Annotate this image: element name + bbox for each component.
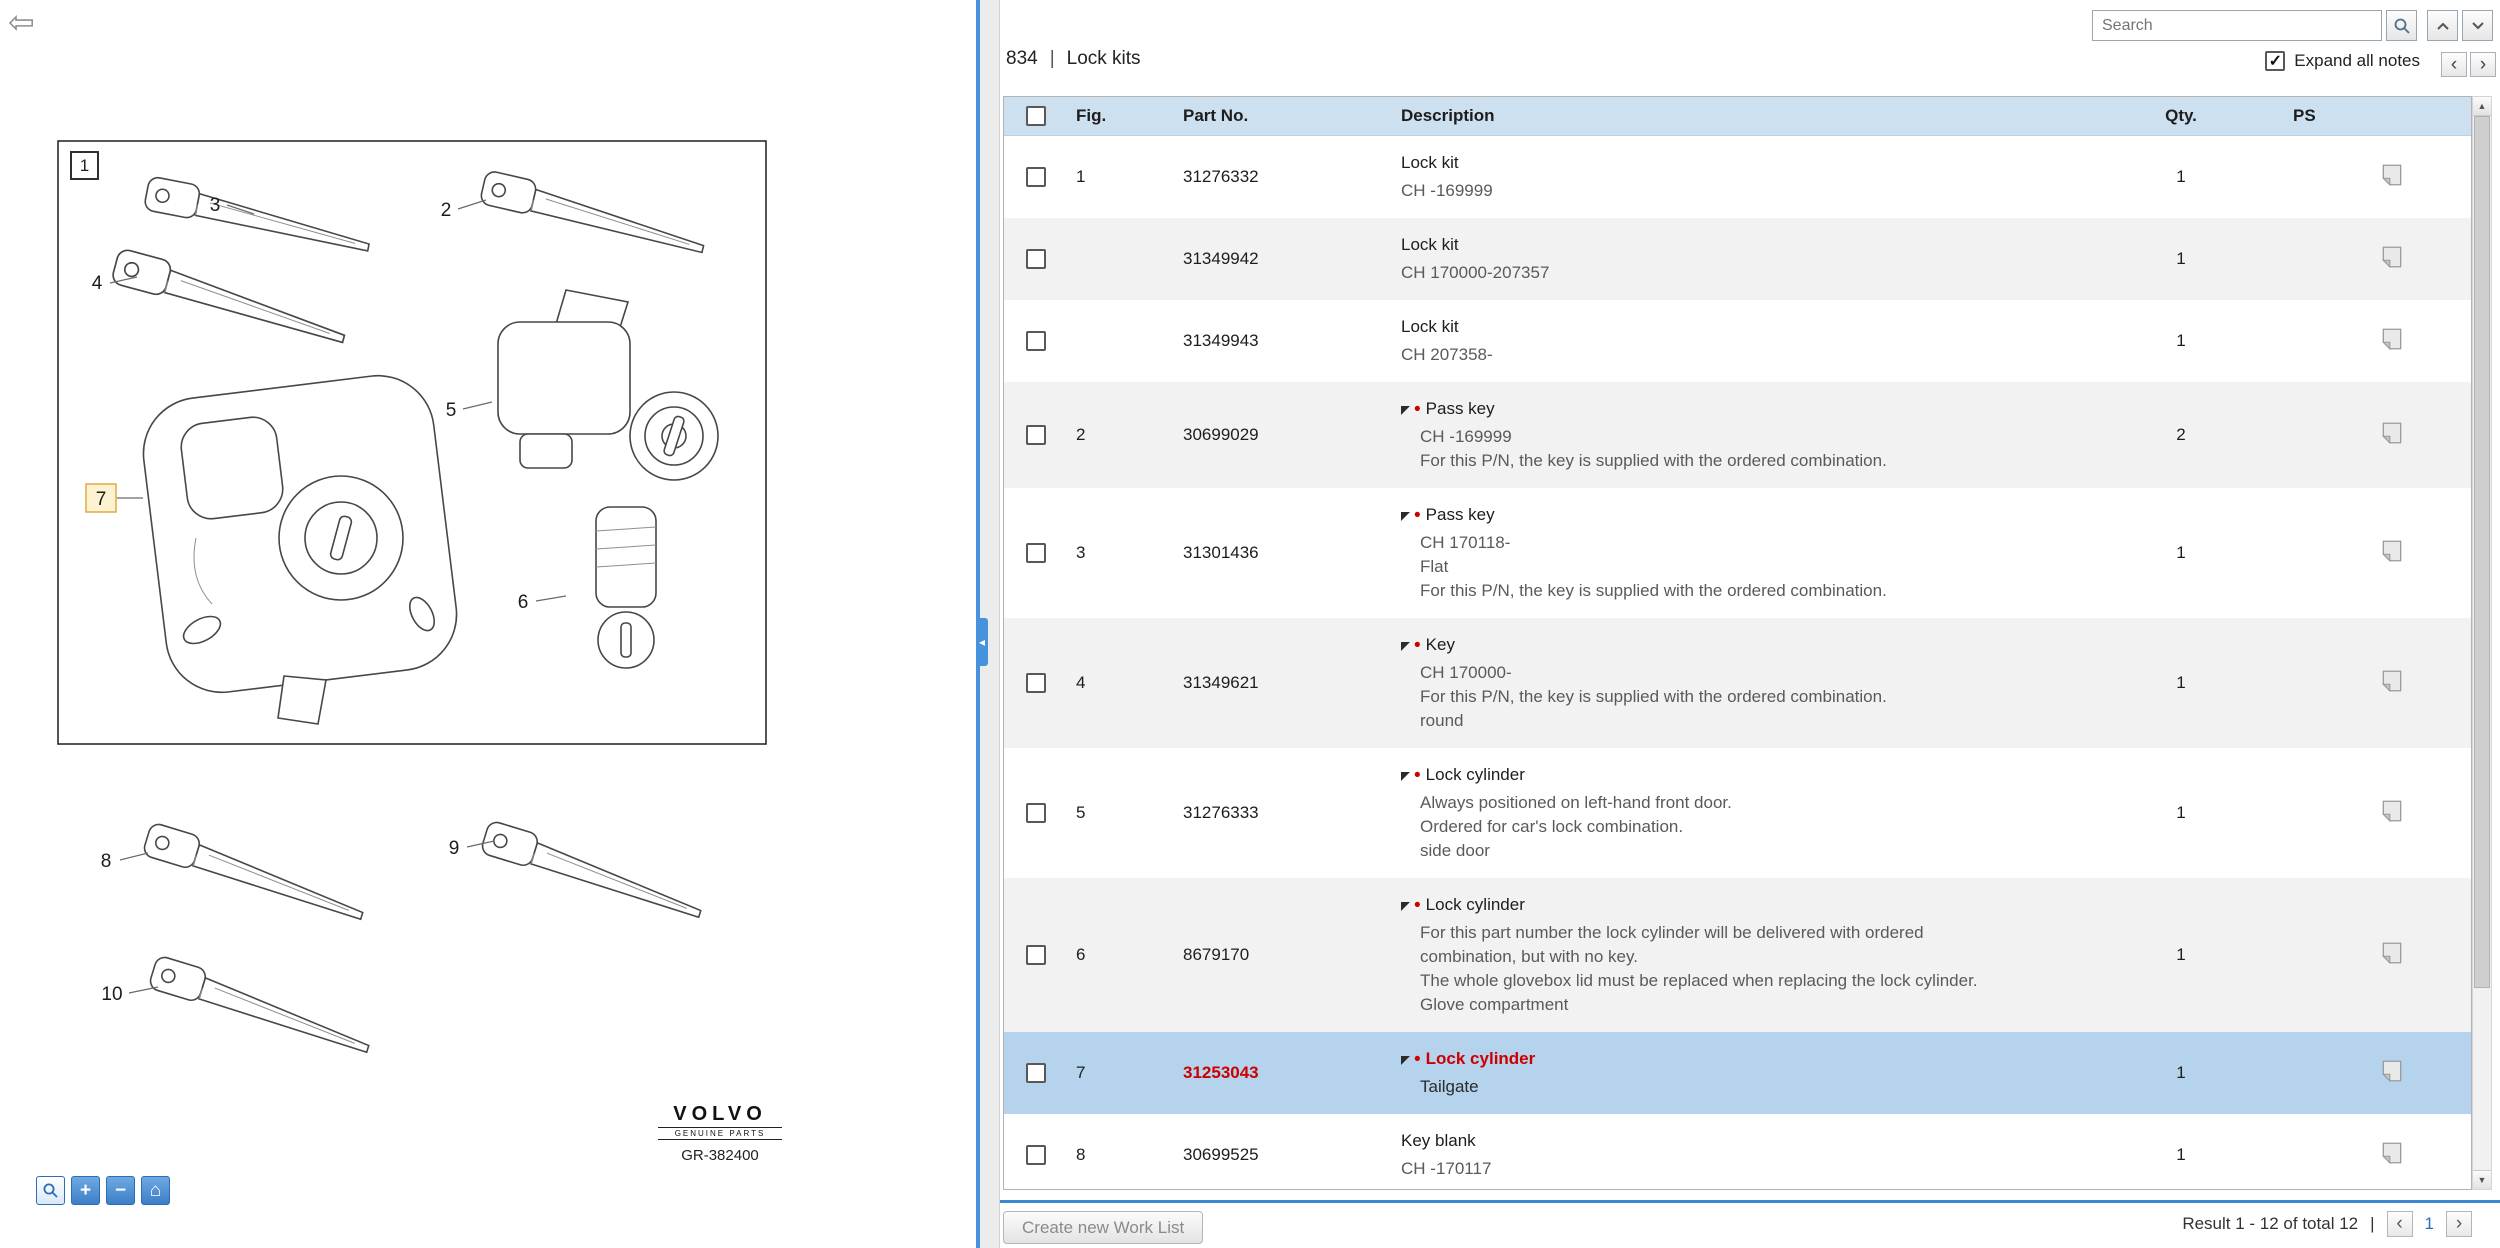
description-note-line: For this P/N, the key is supplied with the ordered combination.: [1420, 451, 1887, 470]
table-row[interactable]: [1004, 382, 2471, 488]
next-section-button[interactable]: ›: [2470, 52, 2496, 77]
description-note-line: CH 170118-: [1420, 533, 1511, 552]
row-checkbox[interactable]: [1026, 249, 1046, 269]
table-body: [1004, 136, 2471, 1190]
table-row[interactable]: [1004, 1114, 2471, 1190]
description-cell: [1391, 1129, 2121, 1181]
table-row[interactable]: [1004, 748, 2471, 878]
table-row[interactable]: [1004, 488, 2471, 618]
diagram-toolbar: [36, 1176, 170, 1205]
zoom-tool-button[interactable]: [36, 1176, 65, 1205]
result-count: Result 1 - 12 of total 12: [2182, 1214, 2359, 1233]
qty-cell: 1: [2176, 543, 2186, 562]
note-bullet-icon: •: [1414, 894, 1421, 916]
description-note-line: side door: [1420, 841, 1490, 860]
prev-page-button[interactable]: ‹: [2387, 1211, 2413, 1237]
row-checkbox[interactable]: [1026, 167, 1046, 187]
search-prev-button[interactable]: [2427, 10, 2458, 41]
table-row[interactable]: [1004, 218, 2471, 300]
catalog-number: 834: [1006, 48, 1038, 69]
collapse-triangle-icon[interactable]: [1401, 1056, 1410, 1065]
note-icon[interactable]: [2379, 538, 2405, 564]
description-notes: [1401, 1157, 2121, 1181]
brand-block: [640, 1103, 800, 1164]
fig-cell: 4: [1076, 673, 1086, 692]
description-cell: [1391, 397, 2121, 473]
col-ps: PS: [2293, 106, 2316, 125]
part-number[interactable]: 31253043: [1183, 1063, 1259, 1082]
magnifier-icon: [42, 1182, 59, 1199]
qty-cell: 1: [2176, 1145, 2186, 1164]
part-number[interactable]: 31276333: [1183, 803, 1259, 822]
note-bullet-icon: •: [1414, 504, 1421, 526]
col-description: Description: [1401, 106, 1495, 125]
fig-cell: 2: [1076, 425, 1086, 444]
expand-all-notes-checkbox[interactable]: ✓: [2265, 51, 2285, 71]
qty-cell: 1: [2176, 167, 2186, 186]
panel-splitter[interactable]: [976, 0, 1000, 1248]
parts-diagram: [0, 0, 976, 1248]
row-checkbox[interactable]: [1026, 331, 1046, 351]
description-note-line: CH -169999: [1420, 427, 1512, 446]
description-title: Key blank: [1401, 1131, 1476, 1150]
brand-logo: VOLVO: [673, 1103, 767, 1125]
description-title: Lock cylinder: [1425, 895, 1525, 914]
qty-cell: 1: [2176, 803, 2186, 822]
qty-cell: 1: [2176, 673, 2186, 692]
collapse-triangle-icon[interactable]: [1401, 642, 1410, 651]
callout-9[interactable]: 9: [448, 838, 460, 859]
description-title: Lock kit: [1401, 235, 1459, 254]
table-header: [1004, 97, 2471, 136]
callout-6[interactable]: 6: [517, 592, 529, 613]
scrollbar-thumb[interactable]: [2474, 116, 2490, 988]
description-note-line: CH 170000-207357: [1401, 263, 1550, 282]
part-number[interactable]: 8679170: [1183, 945, 1250, 964]
current-page: 1: [2424, 1214, 2434, 1233]
note-icon[interactable]: [2379, 162, 2405, 188]
fig-cell: 7: [1076, 1063, 1086, 1082]
description-cell: [1391, 233, 2121, 285]
col-part-no: Part No.: [1183, 106, 1249, 125]
scroll-down-icon[interactable]: ▼: [2473, 1170, 2491, 1189]
note-icon[interactable]: [2379, 244, 2405, 270]
key-part-9[interactable]: [480, 820, 708, 919]
title-separator: |: [1049, 48, 1055, 69]
description-notes: [1401, 531, 2121, 603]
search-next-button[interactable]: [2462, 10, 2493, 41]
callout-8[interactable]: 8: [100, 851, 112, 872]
drawing-number: GR-382400: [681, 1147, 759, 1164]
create-worklist-button[interactable]: Create new Work List: [1003, 1211, 1203, 1244]
back-arrow-icon[interactable]: ⇦: [8, 4, 35, 40]
select-all-checkbox[interactable]: [1026, 106, 1046, 126]
note-bullet-icon: •: [1414, 634, 1421, 656]
search-area: [2092, 10, 2493, 41]
zoom-out-button[interactable]: −: [106, 1176, 135, 1205]
note-icon[interactable]: [2379, 326, 2405, 352]
prev-section-button[interactable]: ‹: [2441, 52, 2467, 77]
description-notes: [1401, 791, 2121, 863]
table-row[interactable]: [1004, 618, 2471, 748]
pagination-separator: |: [2370, 1214, 2375, 1233]
next-page-button[interactable]: ›: [2446, 1211, 2472, 1237]
part-number[interactable]: 31349942: [1183, 249, 1259, 268]
description-note-line: CH 170000-: [1420, 663, 1512, 682]
fig-cell: 5: [1076, 803, 1086, 822]
zoom-in-button[interactable]: +: [71, 1176, 100, 1205]
fig-cell: 3: [1076, 543, 1086, 562]
note-icon[interactable]: [2379, 1140, 2405, 1166]
description-notes: [1401, 343, 2121, 367]
description-title: Lock cylinder: [1425, 765, 1525, 784]
search-icon: [2393, 17, 2411, 35]
description-note-line: For this P/N, the key is supplied with the ordered combination.: [1420, 687, 1887, 706]
table-scrollbar[interactable]: [2472, 96, 2492, 1190]
description-cell: [1391, 893, 2121, 1017]
description-note-line: Ordered for car's lock combination.: [1420, 817, 1684, 836]
callout-2[interactable]: 2: [440, 200, 452, 221]
description-cell: [1391, 633, 2121, 733]
key-part-10[interactable]: [148, 955, 376, 1054]
qty-cell: 1: [2176, 249, 2186, 268]
parts-table: [1003, 96, 2472, 1190]
row-checkbox[interactable]: [1026, 1145, 1046, 1165]
row-checkbox[interactable]: [1026, 673, 1046, 693]
table-row[interactable]: [1004, 300, 2471, 382]
chevron-up-icon: [2436, 21, 2450, 31]
illustration-panel: [0, 0, 976, 1248]
collapse-triangle-icon[interactable]: [1401, 512, 1410, 521]
note-icon[interactable]: [2379, 798, 2405, 824]
row-checkbox[interactable]: [1026, 543, 1046, 563]
search-button[interactable]: [2386, 10, 2417, 41]
qty-cell: 1: [2176, 945, 2186, 964]
description-title: Lock cylinder: [1425, 1049, 1536, 1068]
fig-cell: 8: [1076, 1145, 1086, 1164]
description-note-line: The whole glovebox lid must be replaced when replacing the lock cylinder.: [1420, 971, 1978, 990]
description-cell: [1391, 151, 2121, 203]
note-icon[interactable]: [2379, 668, 2405, 694]
note-icon[interactable]: [2379, 1058, 2405, 1084]
note-icon[interactable]: [2379, 940, 2405, 966]
description-title: Pass key: [1425, 505, 1495, 524]
description-note-line: CH 207358-: [1401, 345, 1493, 364]
page-title: [1006, 48, 1141, 70]
description-notes: [1401, 661, 2121, 733]
table-row[interactable]: [1004, 878, 2471, 1032]
callout-10[interactable]: 10: [101, 984, 123, 1005]
part-number[interactable]: 31349943: [1183, 331, 1259, 350]
qty-cell: 1: [2176, 331, 2186, 350]
search-input[interactable]: [2092, 10, 2382, 41]
collapse-triangle-icon[interactable]: [1401, 902, 1410, 911]
expand-all-notes-label: Expand all notes: [2294, 51, 2420, 70]
description-note-line: Tailgate: [1420, 1077, 1479, 1096]
description-notes: [1401, 1075, 2121, 1099]
part-number[interactable]: 31301436: [1183, 543, 1259, 562]
section-nav: [2441, 52, 2496, 77]
fig-cell: 6: [1076, 945, 1086, 964]
fig-cell: 1: [1076, 167, 1086, 186]
note-bullet-icon: •: [1414, 1048, 1421, 1070]
col-qty: Qty.: [2165, 106, 2197, 125]
description-cell: [1391, 763, 2121, 863]
callout-7[interactable]: 7: [95, 489, 107, 510]
part-number[interactable]: 30699525: [1183, 1145, 1259, 1164]
list-footer: [1000, 1200, 2500, 1248]
description-note-line: Always positioned on left-hand front door.: [1420, 793, 1732, 812]
lock-cylinder-part-6[interactable]: [596, 507, 656, 668]
description-title: Lock kit: [1401, 153, 1459, 172]
section-title: Lock kits: [1066, 48, 1141, 69]
callout-3[interactable]: 3: [209, 195, 221, 216]
description-cell: [1391, 315, 2121, 367]
callout-5[interactable]: 5: [445, 400, 457, 421]
description-notes: [1401, 261, 2121, 285]
row-checkbox[interactable]: [1026, 1063, 1046, 1083]
description-note-line: round: [1420, 711, 1464, 730]
description-cell: [1391, 503, 2121, 603]
description-title: Lock kit: [1401, 317, 1459, 336]
description-notes: [1401, 425, 2121, 473]
key-part-8[interactable]: [142, 822, 370, 921]
callout-4[interactable]: 4: [91, 273, 103, 294]
note-icon[interactable]: [2379, 420, 2405, 446]
figure-frame-label: 1: [70, 151, 99, 180]
qty-cell: 1: [2176, 1063, 2186, 1082]
scroll-up-icon[interactable]: ▲: [2473, 97, 2491, 116]
note-bullet-icon: •: [1414, 398, 1421, 420]
brand-subtitle: GENUINE PARTS: [658, 1127, 782, 1140]
part-number[interactable]: 31349621: [1183, 673, 1259, 692]
note-bullet-icon: •: [1414, 764, 1421, 786]
row-checkbox[interactable]: [1026, 425, 1046, 445]
pagination: [2182, 1211, 2472, 1237]
description-title: Key: [1425, 635, 1455, 654]
col-fig: Fig.: [1076, 106, 1107, 125]
parts-list-panel: [1000, 0, 2500, 1248]
table-row[interactable]: [1004, 1032, 2471, 1114]
part-number[interactable]: 30699029: [1183, 425, 1259, 444]
description-note-line: CH -170117: [1401, 1159, 1492, 1178]
description-note-line: Glove compartment: [1420, 995, 1569, 1014]
description-cell: [1391, 1047, 2121, 1099]
description-title: Pass key: [1425, 399, 1495, 418]
part-number[interactable]: 31276332: [1183, 167, 1259, 186]
description-note-line: For this P/N, the key is supplied with the ordered combination.: [1420, 581, 1887, 600]
collapse-triangle-icon[interactable]: [1401, 772, 1410, 781]
description-note-line: Flat: [1420, 557, 1449, 576]
table-row[interactable]: [1004, 136, 2471, 218]
description-note-line: For this part number the lock cylinder will be delivered with ordered combination, but with no key.: [1420, 923, 1924, 966]
home-button[interactable]: ⌂: [141, 1176, 170, 1205]
description-notes: [1401, 179, 2121, 203]
row-checkbox[interactable]: [1026, 945, 1046, 965]
chevron-down-icon: [2471, 21, 2485, 31]
description-notes: [1401, 921, 2121, 1017]
splitter-collapse-handle[interactable]: ◂: [976, 618, 988, 666]
qty-cell: 2: [2176, 425, 2186, 444]
description-note-line: CH -169999: [1401, 181, 1493, 200]
collapse-triangle-icon[interactable]: [1401, 406, 1410, 415]
row-checkbox[interactable]: [1026, 803, 1046, 823]
expand-all-notes-control: [2265, 51, 2420, 71]
